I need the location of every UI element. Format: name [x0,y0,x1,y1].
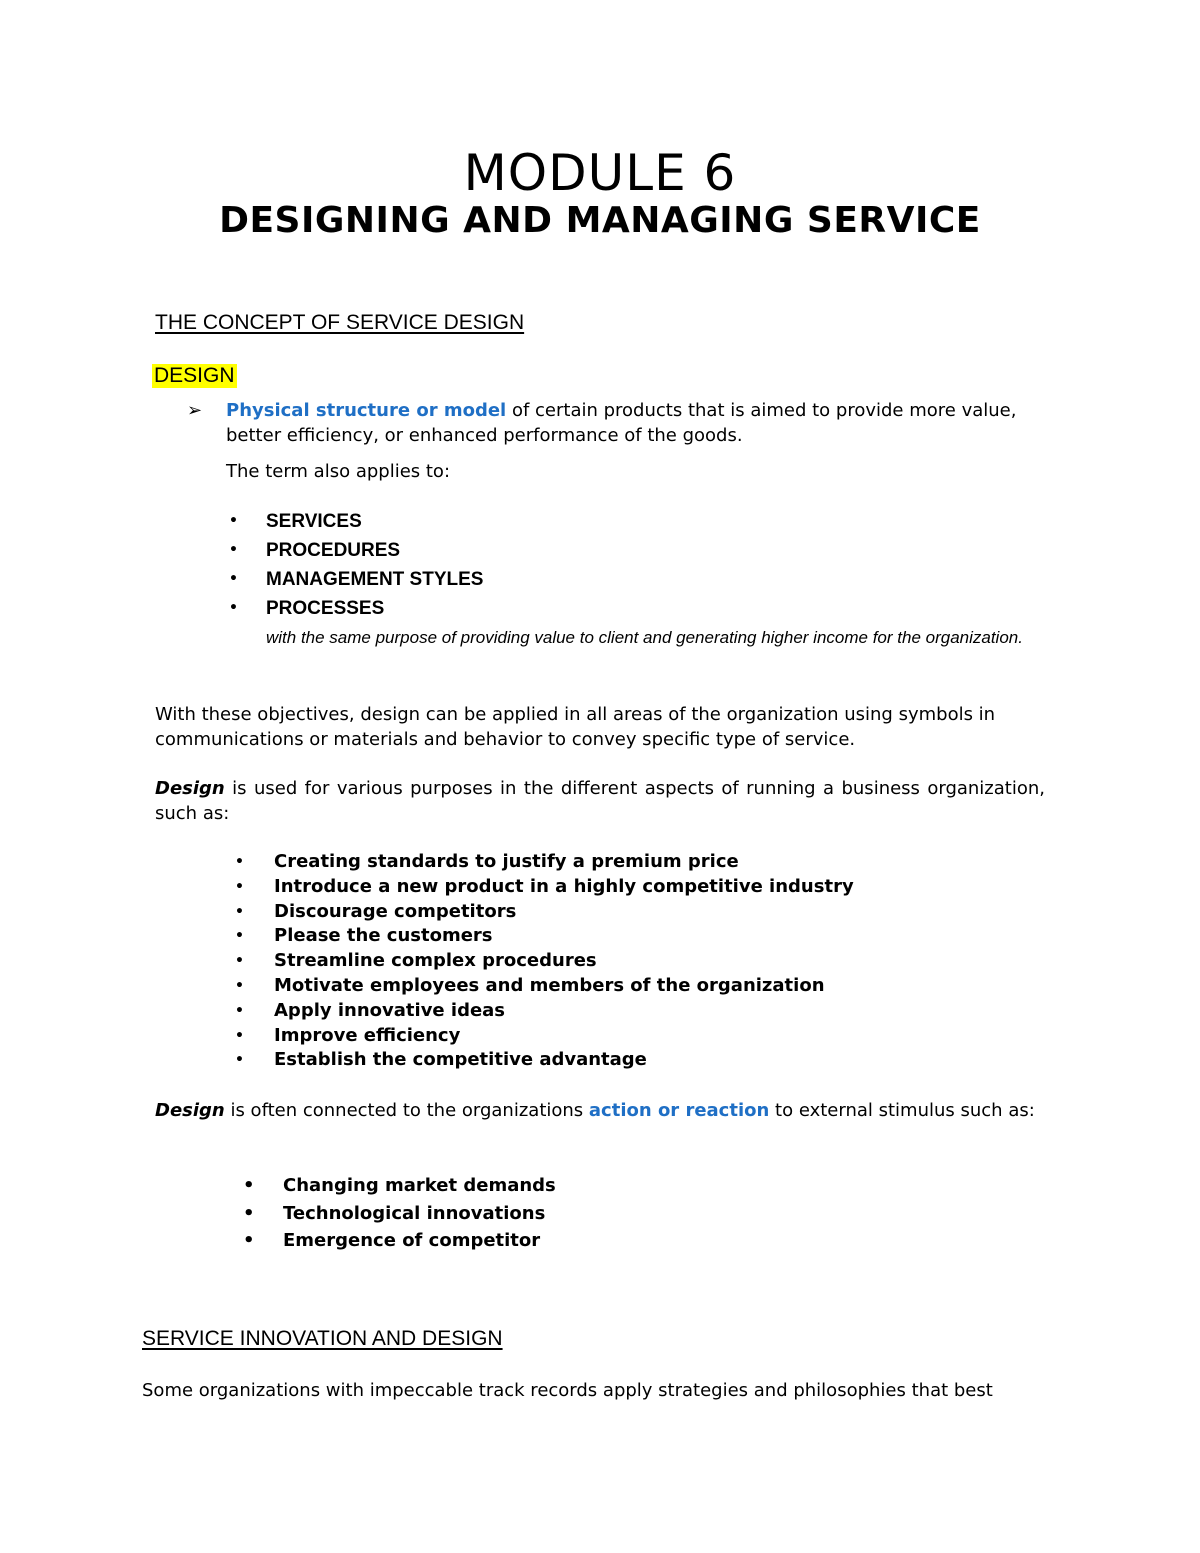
arrowhead-bullet-icon: ➢ [187,400,203,421]
round-bullet-icon: • [235,1052,244,1069]
list-item: • SERVICES [226,507,926,536]
list-item: • Establish the competitive advantage [232,1048,1032,1073]
list-item: • Discourage competitors [232,900,1032,925]
round-bullet-icon: • [235,1027,244,1044]
applies-intro: The term also applies to: [226,461,451,482]
list-item: • Technological innovations [240,1200,940,1228]
round-bullet-icon: • [235,1002,244,1019]
purposes-list [232,850,1032,1073]
objectives-paragraph: With these objectives, design can be applied in all areas of the organization using symbols in communications or materials and behavior to convey specific type of service. [155,704,996,750]
round-bullet-icon: • [235,977,244,994]
list-item: • Introduce a new product in a highly competitive industry [232,875,1032,900]
list-item: • Changing market demands [240,1172,940,1200]
round-bullet-icon: • [243,1202,255,1224]
list-item: • Improve efficiency [232,1024,1032,1049]
list-item: • Apply innovative ideas [232,999,1032,1024]
round-bullet-icon: • [229,600,238,616]
list-item: • PROCESSES [226,594,926,623]
list-item: • Motivate employees and members of the organization [232,974,1032,999]
design-lead-word: Design [155,778,225,799]
stimulus-paragraph: Design is often connected to the organizations action or reaction to external stimulus such as: [155,1100,1035,1121]
round-bullet-icon: • [243,1230,255,1251]
stimulus-list [240,1172,940,1255]
list-item: • Creating standards to justify a premium price [232,850,1032,875]
round-bullet-icon: • [229,513,238,529]
arrow-item-rest: of certain products that is aimed to provide more value, better efficiency, or enhanced performance of the goods. [226,400,1017,446]
applies-list [226,507,926,623]
section-heading-concept: THE CONCEPT OF SERVICE DESIGN [155,311,525,334]
round-bullet-icon: • [235,953,244,970]
design-subheading: DESIGN [154,364,235,387]
list-item: • Streamline complex procedures [232,949,1032,974]
arrow-item-text [226,398,1056,448]
round-bullet-icon: • [229,542,238,558]
round-bullet-icon: • [229,571,238,587]
round-bullet-icon: • [235,903,244,920]
list-item: • MANAGEMENT STYLES [226,565,926,594]
module-number: MODULE 6 [463,144,737,202]
round-bullet-icon: • [235,878,244,895]
section-heading-innovation: SERVICE INNOVATION AND DESIGN [142,1327,503,1350]
purposes-paragraph [155,776,1045,826]
list-item: • PROCEDURES [226,536,926,565]
list-item: • Emergence of competitor [240,1227,940,1255]
purposes-rest: is used for various purposes in the different aspects of running a business organization, such as: [155,778,1045,824]
design-lead-word: Design [155,1100,225,1121]
innovation-paragraph: Some organizations with impeccable track records apply strategies and philosophies that best [142,1380,993,1401]
round-bullet-icon: • [243,1175,255,1196]
document-title: DESIGNING AND MANAGING SERVICE [219,200,981,241]
round-bullet-icon: • [235,854,244,870]
list-item: • Please the customers [232,924,1032,949]
physical-structure-highlight: Physical structure or model [226,400,507,421]
action-reaction-highlight: action or reaction [588,1100,770,1121]
applies-note: with the same purpose of providing value to client and generating higher income for the organization. [266,628,1023,647]
round-bullet-icon: • [235,928,244,945]
